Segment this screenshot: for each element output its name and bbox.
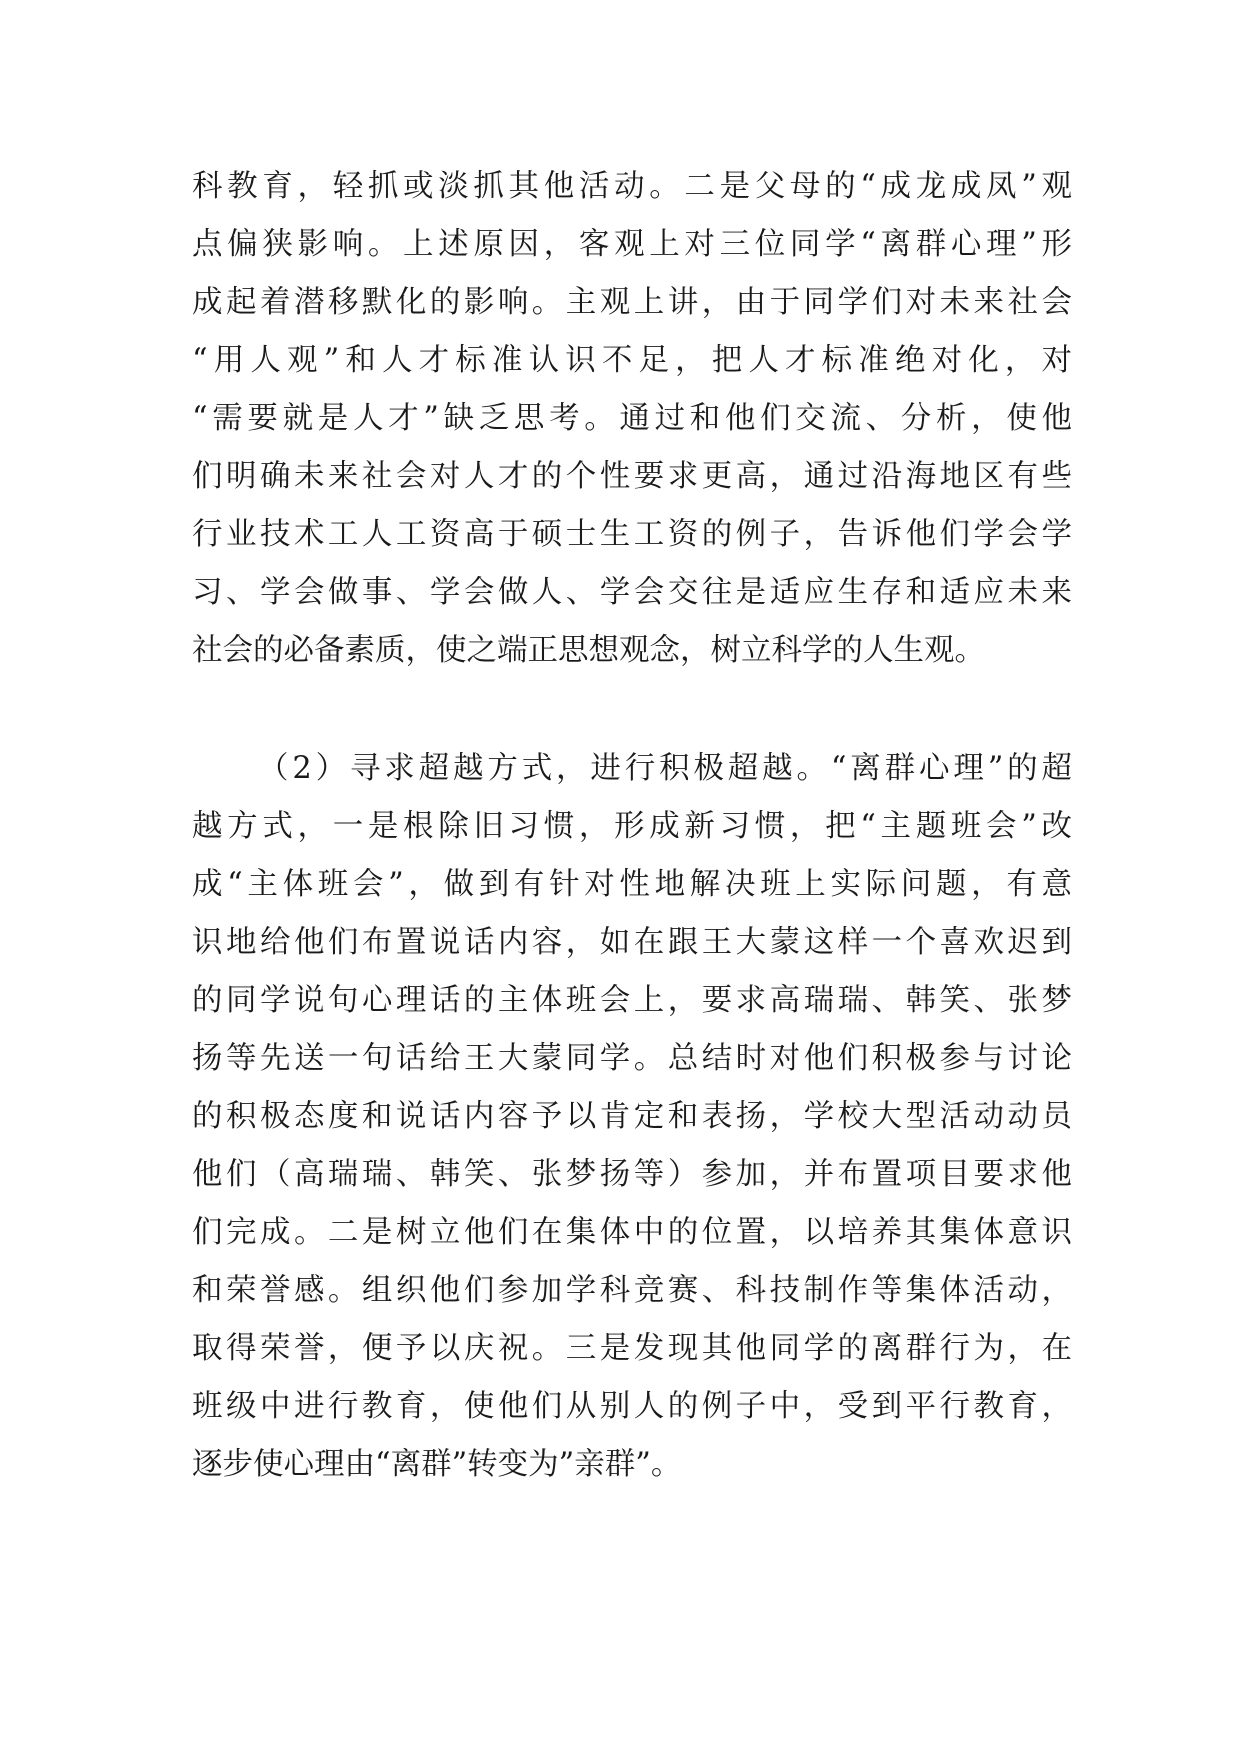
- paragraph-line: 成起着潜移默化的影响。主观上讲，由于同学们对未来社会: [192, 285, 1072, 320]
- paragraph-line: 行业技术工人工资高于硕士生工资的例子，告诉他们学会学: [192, 517, 1072, 552]
- paragraph-line: “用人观”和人才标准认识不足，把人才标准绝对化，对: [192, 343, 1072, 378]
- paragraph-line: （2）寻求超越方式，进行积极超越。“离群心理”的超: [258, 751, 1072, 786]
- paragraph-line: 科教育，轻抓或淡抓其他活动。二是父母的“成龙成凤”观: [192, 169, 1072, 204]
- paragraph-2: [192, 740, 1072, 1494]
- paragraph-line: 的积极态度和说话内容予以肯定和表扬，学校大型活动动员: [192, 1099, 1072, 1134]
- paragraph-line: 越方式，一是根除旧习惯，形成新习惯，把“主题班会”改: [192, 809, 1072, 844]
- paragraph-line: 识地给他们布置说话内容，如在跟王大蒙这样一个喜欢迟到: [192, 925, 1072, 960]
- paragraph-1: [192, 158, 1072, 680]
- paragraph-line: 扬等先送一句话给王大蒙同学。总结时对他们积极参与讨论: [192, 1041, 1072, 1076]
- paragraph-line: 成“主体班会”，做到有针对性地解决班上实际问题，有意: [192, 867, 1072, 902]
- paragraph-line: 班级中进行教育，使他们从别人的例子中，受到平行教育，: [192, 1389, 1072, 1424]
- paragraph-line: “需要就是人才”缺乏思考。通过和他们交流、分析，使他: [192, 401, 1072, 436]
- paragraph-line: 们明确未来社会对人才的个性要求更高，通过沿海地区有些: [192, 459, 1072, 494]
- paragraph-line: 社会的必备素质，使之端正思想观念，树立科学的人生观。: [192, 633, 985, 668]
- paragraph-line: 取得荣誉，便予以庆祝。三是发现其他同学的离群行为，在: [192, 1331, 1072, 1366]
- paragraph-line: 的同学说句心理话的主体班会上，要求高瑞瑞、韩笑、张梦: [192, 983, 1072, 1018]
- paragraph-line: 他们（高瑞瑞、韩笑、张梦扬等）参加，并布置项目要求他: [192, 1157, 1072, 1192]
- paragraph-line: 们完成。二是树立他们在集体中的位置，以培养其集体意识: [192, 1215, 1072, 1250]
- paragraph-line: 点偏狭影响。上述原因，客观上对三位同学“离群心理”形: [192, 227, 1072, 262]
- paragraph-line: 和荣誉感。组织他们参加学科竞赛、科技制作等集体活动，: [192, 1273, 1072, 1308]
- paragraph-line: 逐步使心理由“离群”转变为”亲群”。: [192, 1447, 682, 1482]
- paragraph-line: 习、学会做事、学会做人、学会交往是适应生存和适应未来: [192, 575, 1072, 610]
